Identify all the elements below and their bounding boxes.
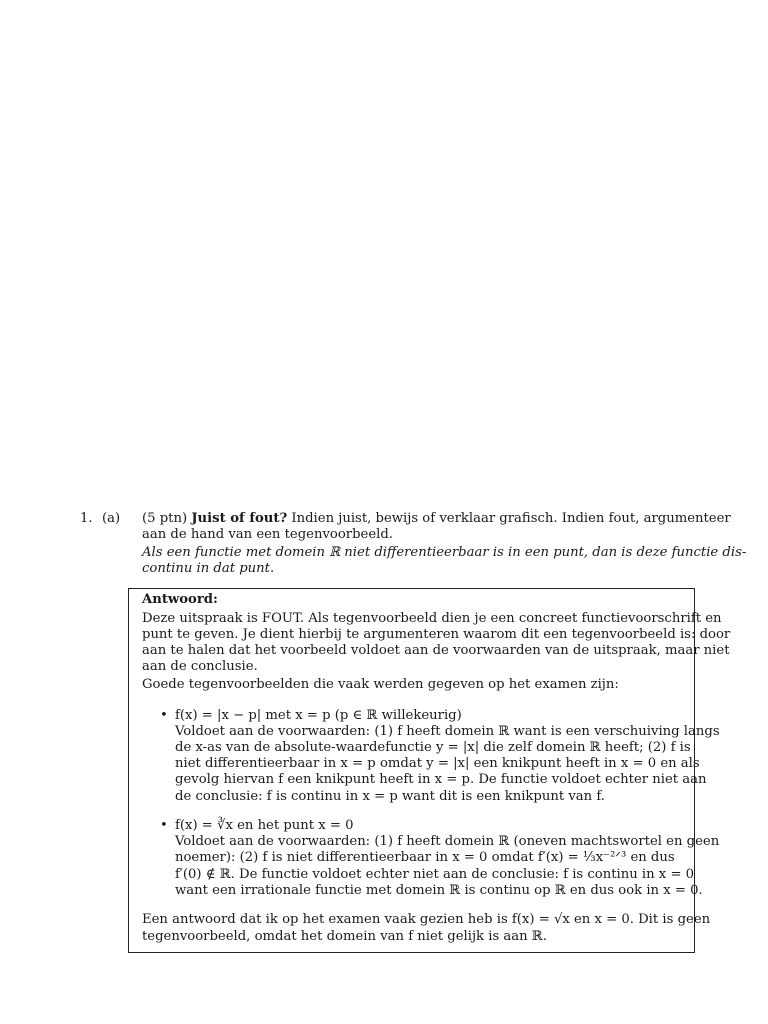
example-2-formula: f(x) = ∛x en het punt x = 0: [175, 818, 354, 833]
answer-closing-line: tegenvoorbeeld, omdat het domein van f niet gelijk is aan ℝ.: [142, 929, 547, 944]
example-1-formula: f(x) = |x − p| met x = p (p ∈ ℝ willekeurig): [175, 708, 462, 723]
question-points: (5 ptn): [142, 511, 188, 526]
bullet-marker: •: [160, 818, 168, 833]
question-statement-line-2: continu in dat punt.: [142, 561, 275, 576]
question-title: Juist of fout?: [191, 511, 288, 526]
answer-intro-line: aan te halen dat het voorbeeld voldoet aan de voorwaarden van de uitspraak, maar niet: [142, 643, 730, 658]
answer-intro-line: Goede tegenvoorbeelden die vaak werden gegeven op het examen zijn:: [142, 677, 619, 692]
example-2-line: noemer): (2) f is niet differentieerbaar in x = 0 omdat f′(x) = ⅓x⁻²ᐟ³ en dus: [175, 850, 675, 865]
question-instruction-line-1: [142, 511, 731, 527]
example-1-line: de x-as van de absolute-waardefunctie y = |x| die zelf domein ℝ heeft; (2) f is: [175, 740, 691, 755]
question-instruction-line-2: aan de hand van een tegenvoorbeeld.: [142, 527, 394, 542]
example-2-line: Voldoet aan de voorwaarden: (1) f heeft domein ℝ (oneven machtswortel en geen: [175, 834, 720, 849]
example-1-line: de conclusie: f is continu in x = p want dit is een knikpunt van f.: [175, 789, 605, 804]
example-2-line: f′(0) ∉ ℝ. De functie voldoet echter niet aan de conclusie: f is continu in x = 0: [175, 867, 695, 882]
answer-closing-line: Een antwoord dat ik op het examen vaak gezien heb is f(x) = √x en x = 0. Dit is geen: [142, 912, 711, 927]
example-1-line: gevolg hiervan f een knikpunt heeft in x = p. De functie voldoet echter niet aan: [175, 772, 707, 787]
example-1-line: niet differentieerbaar in x = p omdat y = |x| een knikpunt heeft in x = 0 en als: [175, 756, 700, 771]
question-number: 1.: [80, 511, 93, 526]
bullet-marker: •: [160, 708, 168, 723]
question-statement-line-1: Als een functie met domein ℝ niet differentieerbaar is in een punt, dan is deze functie dis-: [142, 545, 747, 560]
answer-intro-line: punt te geven. Je dient hierbij te argumenteren waarom dit een tegenvoorbeeld is: door: [142, 627, 731, 642]
answer-intro-line: aan de conclusie.: [142, 659, 258, 674]
question-instruction-1: Indien juist, bewijs of verklaar grafisch. Indien fout, argumenteer: [291, 511, 731, 526]
example-1-line: Voldoet aan de voorwaarden: (1) f heeft domein ℝ want is een verschuiving langs: [175, 724, 720, 739]
answer-intro-line: Deze uitspraak is FOUT. Als tegenvoorbeeld dien je een concreet functievoorschrift en: [142, 611, 722, 626]
answer-heading: Antwoord:: [142, 592, 218, 607]
question-part-label: (a): [102, 511, 121, 526]
example-2-line: want een irrationale functie met domein ℝ is continu op ℝ en dus ook in x = 0.: [175, 883, 703, 898]
